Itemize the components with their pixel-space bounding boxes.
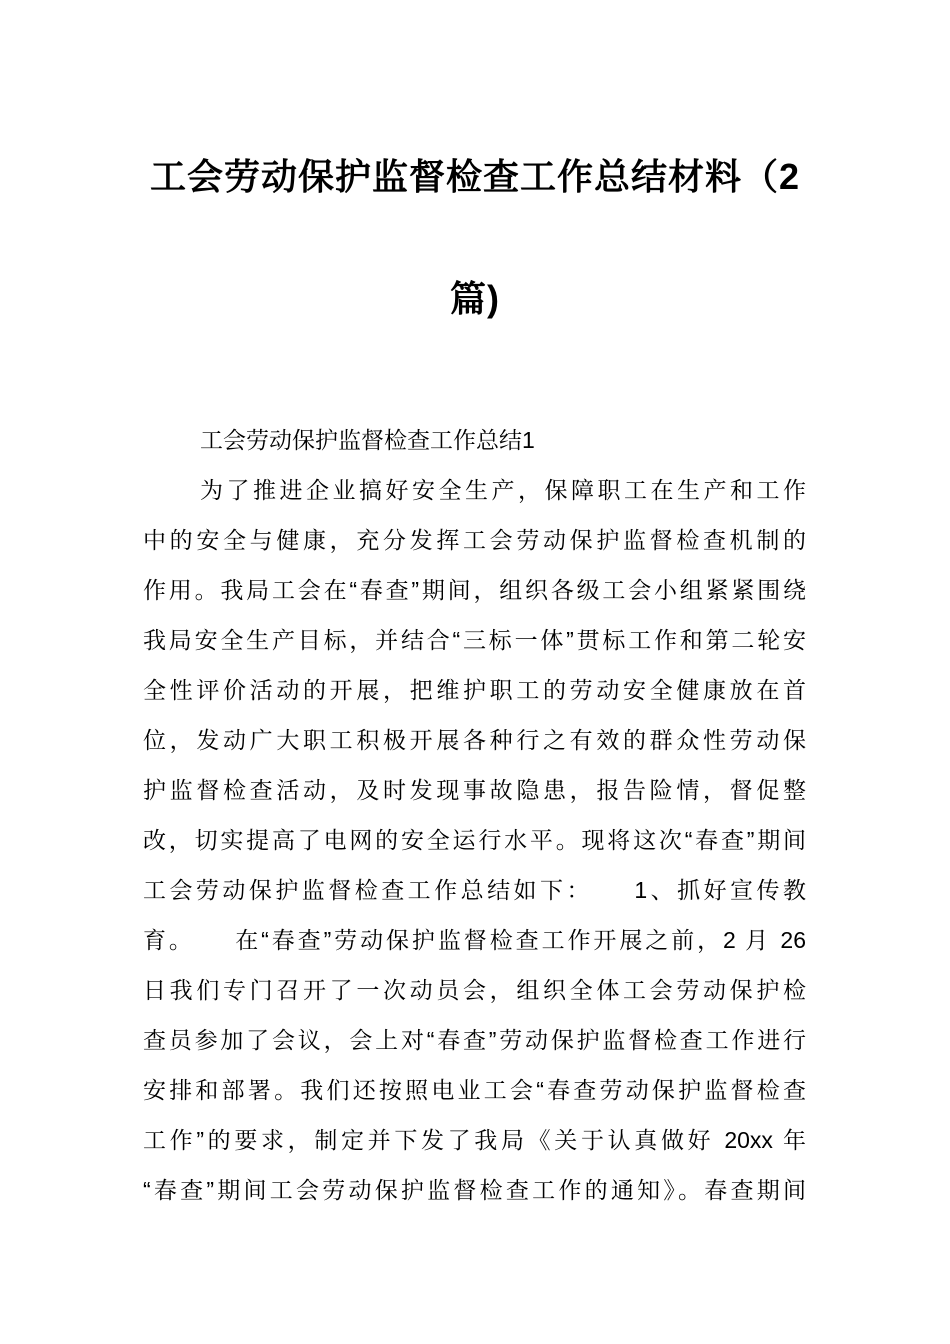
document-body xyxy=(143,415,806,1215)
body-line: 作用。我局工会在“春查”期间，组织各级工会小组紧紧围绕 xyxy=(143,577,806,603)
body-line: 中的安全与健康，充分发挥工会劳动保护监督检查机制的 xyxy=(143,527,806,553)
body-line: 全性评价活动的开展，把维护职工的劳动安全健康放在首 xyxy=(143,677,806,703)
document-title-line-2: 篇) xyxy=(450,278,500,319)
body-line: 安排和部署。我们还按照电业工会“春查劳动保护监督检查 xyxy=(143,1077,806,1103)
document-title xyxy=(0,116,950,360)
body-line: 护监督检查活动，及时发现事故隐患，报告险情，督促整 xyxy=(143,777,806,803)
document-title-line-1: 工会劳动保护监督检查工作总结材料（2 xyxy=(149,156,801,197)
body-line: 工作”的要求，制定并下发了我局《关于认真做好 20xx 年 xyxy=(143,1127,806,1153)
body-line: 工会劳动保护监督检查工作总结如下： 1、抓好宣传教 xyxy=(143,877,806,903)
body-line: 改，切实提高了电网的安全运行水平。现将这次“春查”期间 xyxy=(143,827,806,853)
body-line: “春查”期间工会劳动保护监督检查工作的通知》。春查期间 xyxy=(143,1177,806,1203)
body-line: 我局安全生产目标，并结合“三标一体”贯标工作和第二轮安 xyxy=(143,627,806,653)
body-line: 位，发动广大职工积极开展各种行之有效的群众性劳动保 xyxy=(143,727,806,753)
body-line: 日我们专门召开了一次动员会，组织全体工会劳动保护检 xyxy=(143,977,806,1003)
body-line: 为了推进企业搞好安全生产，保障职工在生产和工作 xyxy=(200,477,806,503)
body-line: 查员参加了会议，会上对“春查”劳动保护监督检查工作进行 xyxy=(143,1027,806,1053)
body-line: 工会劳动保护监督检查工作总结1 xyxy=(200,427,535,453)
body-line: 育。 在“春查”劳动保护监督检查工作开展之前，2 月 26 xyxy=(143,927,806,953)
